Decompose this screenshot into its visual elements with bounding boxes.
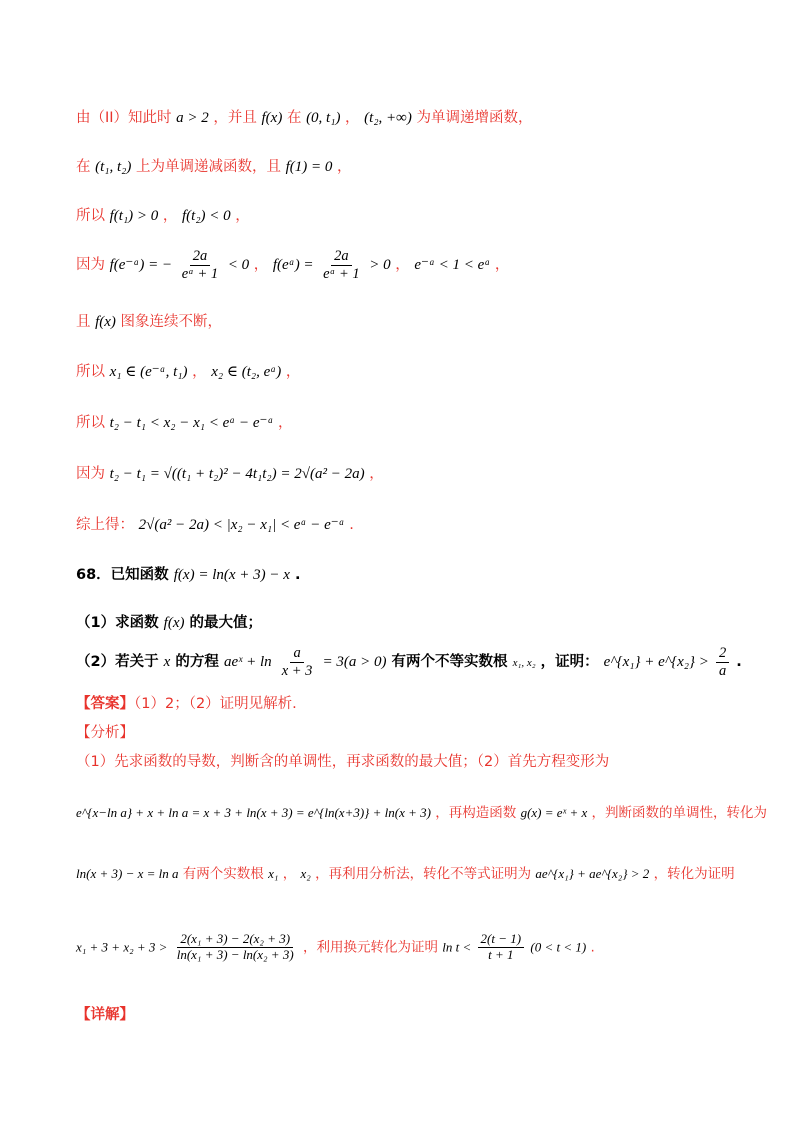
formula: f(x) (261, 110, 283, 126)
line-3 (76, 204, 730, 225)
text: （1）先求函数的导数，判断含的单调性，再求函数的最大值；（2）首先方程变形为 (76, 754, 610, 770)
denominator: t + 1 (488, 946, 514, 962)
denominator: eᵃ + 1 (323, 265, 360, 282)
text: ， (282, 866, 297, 882)
line-1 (76, 106, 730, 127)
fraction (179, 248, 222, 282)
answer-text: （1）2；（2）证明见解析. (134, 696, 297, 712)
formula: f(t₂) < 0 (182, 208, 231, 224)
text: 所以 (76, 208, 105, 224)
detail-label (76, 1003, 730, 1024)
line-2 (76, 155, 730, 176)
analysis-2 (76, 801, 768, 821)
text: 且 (76, 314, 91, 330)
analysis-1 (76, 750, 730, 771)
formula: aeˣ + ln (223, 654, 272, 671)
formula: g(x) = eˣ + x (520, 805, 588, 820)
text: ，并且 (213, 110, 257, 126)
text: 的方程 (175, 654, 219, 671)
text: ，转化为证明 (653, 866, 735, 882)
formula: f(eᵃ) = (272, 257, 314, 274)
formula: e^{x₁} + e^{x₂} > (603, 654, 709, 671)
text: 为单调递增函数， (416, 110, 533, 126)
text: 图象连续不断， (120, 314, 223, 330)
text: . (590, 939, 595, 956)
numerator: 2(x₁ + 3) − 2(x₂ + 3) (177, 932, 293, 948)
analysis-3 (76, 862, 735, 882)
formula: x₂ ∈ (t₂, eᵃ) (211, 364, 282, 380)
numerator: a (290, 645, 303, 663)
numerator: 2a (331, 248, 352, 266)
text: 在 (286, 110, 302, 126)
formula: = 3(a > 0) (322, 654, 387, 671)
text: 所以 (76, 364, 105, 380)
formula: f(1) = 0 (285, 159, 333, 175)
formula: f(x) (95, 314, 116, 330)
line-5 (76, 310, 730, 331)
denominator: a (718, 662, 727, 679)
formula: e^{x−ln a} + x + ln a = x + 3 + ln(x + 3) = e^{ln(x+3)} + ln(x + 3) (76, 805, 431, 820)
formula: x₁, x₂ (512, 657, 536, 670)
formula: x₁ ∈ (e⁻ᵃ, t₁) (109, 364, 188, 380)
fraction (279, 645, 316, 679)
text: 有两个实数根 (182, 866, 264, 882)
formula: a > 2 (176, 110, 209, 126)
formula: (0 < t < 1) (530, 939, 587, 955)
answer-line (76, 692, 730, 713)
formula: > 0 (369, 257, 391, 274)
text: ，再构造函数 (435, 805, 517, 821)
text: 上为单调递减函数，且 (135, 159, 281, 175)
fraction (716, 645, 729, 679)
formula: < 0 (227, 257, 250, 274)
line-8 (76, 462, 730, 483)
formula: 2√(a² − 2a) < |x₂ − x₁| < eᵃ − e⁻ᵃ (138, 517, 345, 533)
formula: ae^{x₁} + ae^{x₂} > 2 (535, 866, 650, 881)
text: 在 (76, 159, 91, 175)
text: （2）若关于 (76, 654, 159, 671)
text: ， (494, 257, 510, 274)
formula: x₁ (268, 866, 279, 881)
text: 综上得： (76, 517, 134, 533)
text: 的最大值； (189, 615, 263, 631)
text: . (349, 517, 354, 533)
text: ， (369, 466, 384, 482)
formula: ln(x + 3) − x = ln a (76, 866, 179, 881)
line-6 (76, 360, 730, 381)
text: 因为 (76, 466, 105, 482)
text: ， (278, 415, 293, 431)
formula: f(x) = ln(x + 3) − x (173, 567, 290, 583)
analysis-label (76, 721, 730, 742)
formula: e⁻ᵃ < 1 < eᵃ (414, 257, 491, 274)
formula: (0, t₁) (306, 110, 341, 126)
formula: t₂ − t₁ = √((t₁ + t₂)² − 4t₁t₂) = 2√(a² − 2a) (109, 466, 365, 482)
formula: x (163, 654, 171, 671)
text: 68．已知函数 (76, 567, 169, 583)
text: 由（II）知此时 (76, 110, 172, 126)
numerator: 2a (190, 248, 211, 266)
text: ，再利用分析法，转化不等式证明为 (315, 866, 532, 882)
question-part-2 (76, 645, 742, 679)
text: ， (345, 110, 360, 126)
denominator: ln(x₁ + 3) − ln(x₂ + 3) (176, 946, 294, 962)
formula: f(t₁) > 0 (109, 208, 159, 224)
formula: x₂ (300, 866, 311, 881)
text: ， (336, 159, 352, 175)
question-part-1 (76, 611, 730, 632)
text: 因为 (76, 257, 105, 274)
text: ， (162, 208, 178, 224)
analysis-4 (76, 932, 730, 963)
formula: f(e⁻ᵃ) = − (109, 257, 173, 274)
formula: f(x) (163, 615, 185, 631)
text: ，判断函数的单调性，转化为 (591, 805, 768, 821)
question-68 (76, 563, 730, 584)
text: ，证明： (540, 654, 599, 671)
text: （1）求函数 (76, 615, 159, 631)
fraction (478, 932, 525, 963)
line-7 (76, 411, 730, 432)
answer-label: 【答案】 (76, 696, 134, 712)
text: ， (285, 364, 301, 380)
line-4 (76, 248, 730, 282)
text: 所以 (76, 415, 105, 431)
text: ， (192, 364, 207, 380)
text: ， (253, 257, 269, 274)
numerator: 2(t − 1) (478, 932, 525, 948)
text: . (736, 654, 742, 671)
formula: ln t < (442, 939, 472, 955)
text: 有两个不等实数根 (391, 654, 508, 671)
text: 【分析】 (76, 725, 134, 741)
text: ，利用换元转化为证明 (302, 939, 438, 956)
denominator: x + 3 (281, 662, 313, 679)
text: . (294, 567, 301, 583)
fraction (174, 932, 297, 963)
formula: (t₂, +∞) (364, 110, 412, 126)
numerator: 2 (716, 645, 729, 663)
formula: x₁ + 3 + x₂ + 3 > (76, 939, 168, 955)
formula: (t₁, t₂) (95, 159, 132, 175)
formula: t₂ − t₁ < x₂ − x₁ < eᵃ − e⁻ᵃ (109, 415, 274, 431)
fraction (320, 248, 363, 282)
denominator: eᵃ + 1 (181, 265, 219, 282)
line-9 (76, 513, 730, 534)
text: 【详解】 (76, 1007, 134, 1023)
text: ， (395, 257, 410, 274)
text: ， (235, 208, 250, 224)
